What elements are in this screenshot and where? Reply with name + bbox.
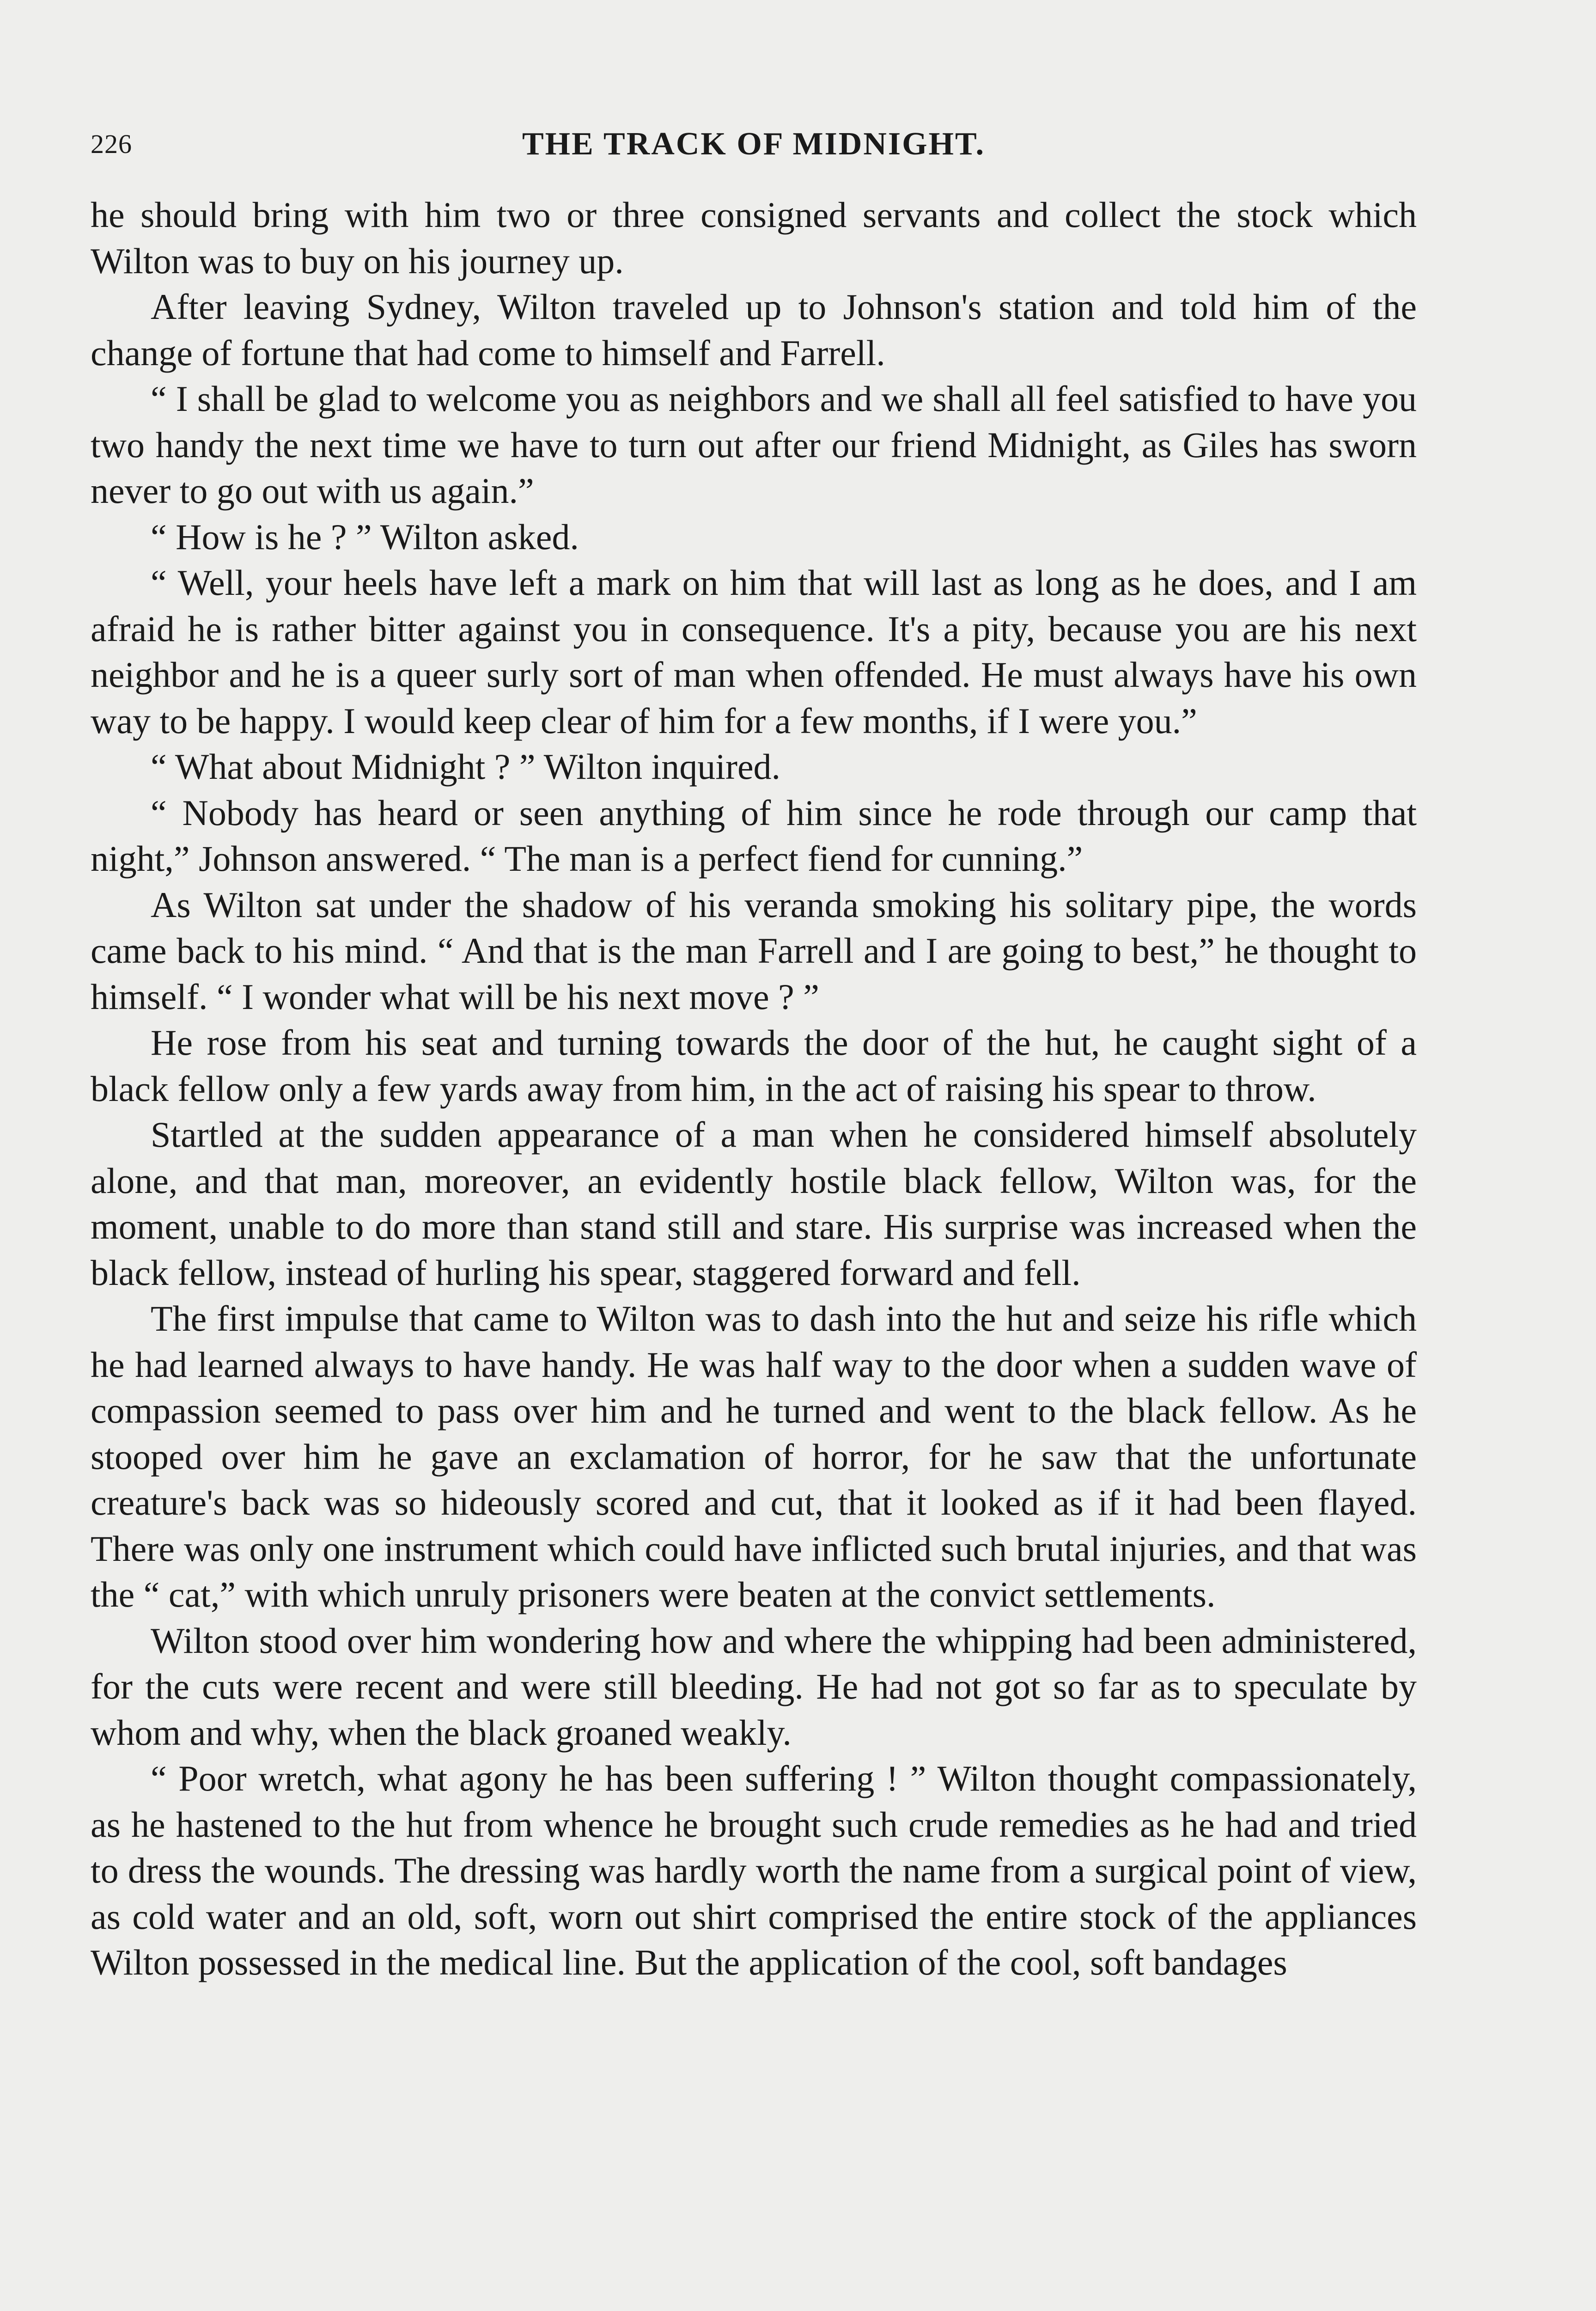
body-text [91, 192, 1417, 1986]
paragraph: Wilton stood over him wondering how and where the whipping had been administered, for the cuts were recent and were still bleeding. He had not got so far as to speculate by whom and why, when the black groaned weakly. [91, 1620, 1417, 1753]
paragraph: The first impulse that came to Wilton was to dash into the hut and seize his rifle which he had learned always to have handy. He was half way to the door when a sudden wave of compassion seemed to pass over him and he turned and went to the black fellow. As he stooped over him he gave an exclamation of horror, for he saw that the unfortunate creature's back was so hideously scored and cut, that it looked as if it had been flayed. There was only one instrument which could have inflicted such brutal injuries, and that was the “ cat,” with which unruly prisoners were beaten at the convict settlements. [91, 1298, 1417, 1614]
paragraph: As Wilton sat under the shadow of his veranda smoking his solitary pipe, the words came back to his mind. “ And that is the man Farrell and I are going to best,” he thought to himself. “ I wonder what will be his next move ? ” [91, 884, 1417, 1017]
page-number: 226 [91, 129, 132, 159]
running-head-title: THE TRACK OF MIDNIGHT. [522, 126, 985, 162]
paragraph: He rose from his seat and turning towards the door of the hut, he caught sight of a black fellow only a few yards away from him, in the act of raising his spear to throw. [91, 1022, 1417, 1109]
paragraph: he should bring with him two or three consigned servants and collect the stock which Wilton was to buy on his journey up. [91, 195, 1417, 281]
page-header [91, 121, 1417, 172]
paragraph: Startled at the sudden appearance of a man when he considered himself absolutely alone, and that man, moreover, an evidently hostile black fellow, Wilton was, for the moment, unable to do more than stand still and stare. His surprise was increased when the black fellow, instead of hurling his spear, staggered forward and fell. [91, 1114, 1417, 1293]
paragraph: “ Nobody has heard or seen anything of him since he rode through our camp that night,” Johnson answered. “ The man is a perfect fiend for cunning.” [91, 792, 1417, 879]
paragraph: “ Poor wretch, what agony he has been suffering ! ” Wilton thought compassionately, as he hastened to the hut from whence he brought such crude remedies as he had and tried to dress the wounds. The dressing was hardly worth the name from a surgical point of view, as cold water and an old, soft, worn out shirt comprised the entire stock of the appliances Wilton possessed in the medical line. But the application of the cool, soft bandages [91, 1758, 1417, 1982]
paragraph: “ What about Midnight ? ” Wilton inquired. [151, 746, 781, 787]
paragraph: “ Well, your heels have left a mark on him that will last as long as he does, and I am afraid he is rather bitter against you in consequence. It's a pity, because you are his next neighbor and he is a queer surly sort of man when offended. He must always have his own way to be happy. I would keep clear of him for a few months, if I were you.” [91, 562, 1417, 741]
paragraph: “ How is he ? ” Wilton asked. [151, 516, 579, 557]
paragraph: “ I shall be glad to welcome you as neighbors and we shall all feel satisfied to have you two handy the next time we have to turn out after our friend Midnight, as Giles has sworn never to go out with us again.” [91, 379, 1417, 511]
paragraph: After leaving Sydney, Wilton traveled up to Johnson's station and told him of the change of fortune that had come to himself and Farrell. [91, 287, 1417, 373]
